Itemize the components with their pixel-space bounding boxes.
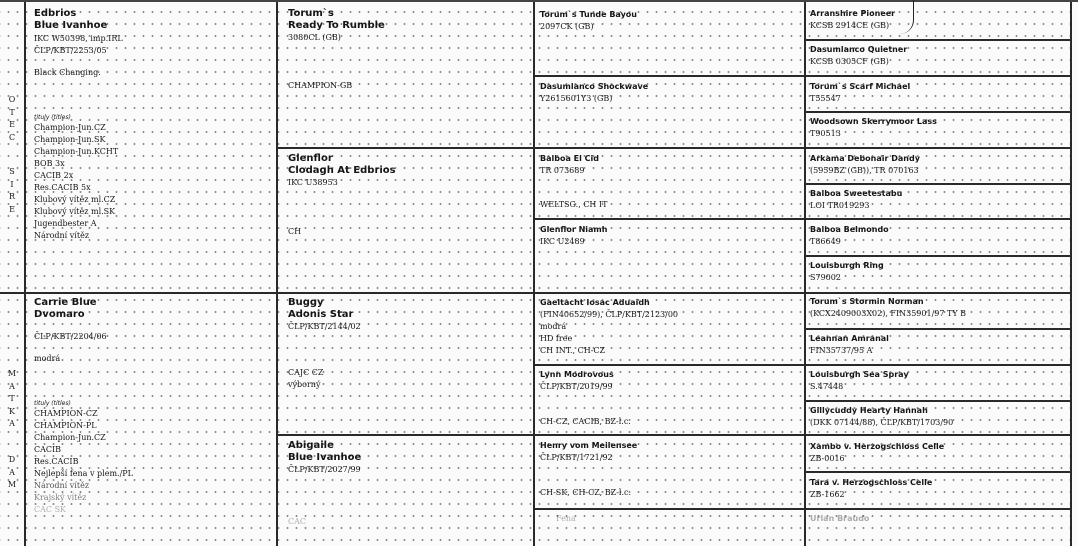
gen4-divider-3	[804, 183, 1072, 185]
gen4-name: Dasumlanco Quietner	[810, 45, 908, 54]
gen2-name-line1: Glenflor	[288, 153, 333, 164]
gen2-reg: ČLP/KBT/2144/02	[288, 322, 361, 331]
gen4-reg: T86649	[810, 237, 841, 246]
dam-title: Národní vítěz	[34, 481, 90, 490]
gen2-cell	[288, 440, 528, 528]
gen2-name-line1: Buggy	[288, 297, 324, 308]
gen3-divider-4	[533, 508, 1072, 510]
gen4-cell	[810, 441, 1068, 465]
sire-color: Black Changing.	[34, 68, 101, 77]
gen3-divider-3	[533, 364, 1072, 366]
sire-reg-1: IKC W50398, imp.IRL	[34, 34, 123, 43]
gen4-cell	[810, 153, 1068, 177]
gen4-reg: (DKK 07144/88), ČLP/KBT/1703/90	[810, 418, 954, 427]
gen4-divider-4	[804, 255, 1072, 257]
gen2-reg: 3080CL (GB)	[288, 33, 341, 42]
gen3-cell	[540, 81, 800, 105]
gen2-cell	[288, 153, 528, 238]
gen3-cell	[540, 369, 800, 428]
dam-title: Res.CACIB	[34, 457, 79, 466]
sire-name-line1: Edbrios	[34, 8, 77, 19]
column-divider-2	[533, 2, 535, 546]
sire-title: CACIB 2x	[34, 171, 74, 180]
gen2-reg: ČLP/KBT/2027/99	[288, 465, 361, 474]
gen3-reg: ČLP/KBT/1721/92	[540, 453, 613, 462]
gen2-name-line1: Abigaile	[288, 440, 334, 451]
top-border	[0, 0, 1078, 2]
gen4-divider-6	[804, 400, 1072, 402]
gen3-reg: 2097CK (GB)	[540, 22, 594, 31]
gen4-divider-7	[804, 471, 1072, 473]
gen3-reg: IKC U2489	[540, 237, 585, 246]
gen3-reg: TR 073689	[540, 166, 585, 175]
gen2-title: CAC	[288, 517, 307, 526]
side-label-sire: S I R E	[8, 167, 16, 214]
side-label-dam: D A M	[7, 455, 17, 489]
gen4-name: Urlan Braudo	[810, 514, 870, 523]
gen4-name: Louisburgh Sea Spray	[810, 370, 909, 379]
gen3-name: Balboa El Cid	[540, 154, 599, 163]
gen4-name: Balboa Sweetestabu	[810, 189, 903, 198]
gen4-cell	[810, 477, 1068, 501]
dam-color: modrá	[34, 354, 61, 363]
gen3-name: Glenflor Niamh	[540, 225, 608, 234]
gen4-cell	[810, 44, 1068, 68]
gen2-cell	[288, 8, 528, 92]
gen4-reg: (KCX2409003X02), FIN35901/97 TY B	[810, 309, 967, 318]
gen2-title: CH	[288, 227, 302, 236]
sire-reg-2: ČLP/KBT/2253/05	[34, 46, 107, 55]
gen3-extra: HD free	[540, 334, 573, 343]
gen4-name: Louisburgh Ring	[810, 261, 884, 270]
gen4-name: Balboa Belmondo	[810, 225, 889, 234]
gen4-cell	[810, 405, 1068, 429]
gen4-cell	[810, 188, 1068, 212]
dam-titles-heading: tituly (titles)	[34, 400, 71, 407]
dam-title: Krajský vítěz	[34, 493, 87, 502]
gen4-cell	[810, 8, 1068, 32]
gen4-reg: KCSB 2914CE (GB)	[810, 21, 890, 30]
gen2-name-line2: Adonis Star	[288, 309, 354, 320]
sire-title: BOB 3x	[34, 159, 65, 168]
sire-name-line2: Blue Ivanhoe	[34, 20, 108, 31]
dam-title: CHAMPION-CZ	[34, 409, 98, 418]
sire-title: Klubový vítěz ml.SK	[34, 207, 116, 216]
gen2-cell	[288, 297, 528, 391]
gen4-name: Arkama Debonair Dandy	[810, 154, 920, 163]
dam-title: CACIB	[34, 445, 62, 454]
gen4-cell	[810, 224, 1068, 248]
dam-title: CAC SK	[34, 505, 67, 514]
gen4-cell	[810, 260, 1068, 284]
gen4-name: Leannan Amranal	[810, 334, 889, 343]
gen4-reg: S.47448	[810, 382, 844, 391]
sire-title: Res.CACIB 5x	[34, 183, 91, 192]
gen4-cell	[810, 513, 1068, 525]
gen4-name: Torum`s Stormin Norman	[810, 297, 924, 306]
right-border	[1070, 2, 1072, 546]
gen4-name: Torum`s Scarf Michael	[810, 82, 911, 91]
gen4-divider-1	[804, 39, 1072, 41]
gen4-reg: T90513	[810, 129, 841, 138]
gen4-reg: T55547	[810, 94, 841, 103]
gen2-title-2: výborný	[288, 380, 321, 389]
gen4-reg: ZB-1662	[810, 490, 845, 499]
gen2-title: CHAMPION-GB	[288, 81, 353, 90]
gen4-cell	[810, 333, 1068, 357]
gen3-cell	[540, 153, 800, 211]
gen2-reg: IKC U38953	[288, 178, 338, 187]
gen3-name: Henry vom Meilensee	[540, 441, 638, 450]
sire-title: Klubový vítěz ml.CZ	[34, 195, 116, 204]
gen4-name: Gillycuddy Hearty Hannah	[810, 406, 928, 415]
gen4-cell	[810, 81, 1068, 105]
gen4-divider-2	[804, 111, 1072, 113]
gen3-reg: (FIN40652/99), ČLP/KBT/2123/00	[540, 310, 678, 319]
gen3-name: Fena	[556, 514, 576, 523]
sire-title: Národní vítěz	[34, 231, 90, 240]
gen3-divider-1	[533, 75, 1072, 77]
gen3-cell	[540, 9, 800, 33]
column-divider-1	[276, 2, 278, 546]
gen3-extra: modrá	[540, 322, 567, 331]
side-divider	[24, 2, 26, 546]
gen3-title: WELTSG., CH IT	[540, 200, 608, 209]
gen4-name: Arranshire Pioneer	[810, 9, 896, 18]
sire-dam-divider	[0, 292, 1072, 294]
side-label-otec: O T E C	[8, 95, 16, 142]
side-label-matka: M A T K A	[7, 369, 17, 428]
gen3-cell	[540, 297, 800, 357]
gen4-divider-5	[804, 328, 1072, 330]
gen3-title: CH-CZ, CACIB, BZ-l.c.	[540, 417, 631, 426]
dam-title: Nejlepší fena v plem./PL	[34, 469, 133, 478]
gen3-name: Dasumlanco Shockwave	[540, 82, 649, 91]
gen2-name-line1: Torum`s	[288, 8, 334, 19]
gen4-cell	[810, 296, 1068, 320]
gen4-reg: KCSB 0305CF (GB)	[810, 57, 889, 66]
dam-name-line2: Dvomaro	[34, 309, 85, 320]
gen3-title: CH-SK, CH-CZ, BZ-l.c.	[540, 488, 632, 497]
gen3-name: Lynn Modrovous	[540, 370, 614, 379]
dam-title: Champion-Jun.CZ	[34, 433, 106, 442]
dam-title: CHAMPION-PL	[34, 421, 97, 430]
gen4-cell	[810, 369, 1068, 393]
sire-cell	[34, 8, 272, 242]
sire-title: Jugendbester A	[34, 219, 97, 228]
gen3-extra: CH INT., CH-CZ	[540, 346, 606, 355]
gen3-cell	[540, 224, 800, 248]
gen3-reg: ČLP/KBT/2019/99	[540, 382, 613, 391]
gen3-divider-2	[533, 218, 1072, 220]
gen3-cell	[556, 513, 796, 525]
gen3-name: Gaeltacht Iosac Aduaidh	[540, 298, 650, 307]
gen2-name-line2: Ready To Rumble	[288, 20, 385, 31]
dam-name-line1: Carrie Blue	[34, 297, 97, 308]
gen4-reg: LOI TR019293	[810, 201, 870, 210]
gen4-reg: (5959BZ (GB)), TR 070163	[810, 166, 919, 175]
sire-title: Champion-Jun.SK	[34, 135, 106, 144]
gen4-name: Xambo v. Herzogschloss Celle	[810, 442, 945, 451]
column-divider-3	[804, 2, 806, 546]
dam-cell	[34, 297, 272, 516]
gen3-reg: Y2615601Y3 (GB)	[540, 94, 613, 103]
gen3-cell	[540, 440, 800, 499]
gen4-cell	[810, 116, 1068, 140]
gen2-divider-sire	[276, 147, 1072, 149]
sire-titles-heading: tituly (titles)	[34, 114, 71, 121]
gen4-reg: ZB-0016	[810, 454, 845, 463]
gen2-title: CAJC CZ	[288, 368, 324, 377]
gen2-name-line2: Clodagh At Edbrios	[288, 165, 396, 176]
sire-title: Champion-Jun.KCHT	[34, 147, 119, 156]
sire-title: Champion-Jun.CZ	[34, 123, 106, 132]
gen2-divider-dam	[276, 434, 1072, 436]
gen4-name: Tara v. Herzogschloss Celle	[810, 478, 933, 487]
gen4-name: Woodsown Skerrymoor Lass	[810, 117, 937, 126]
dam-reg: ČLP/KBT/2204/06	[34, 332, 107, 341]
gen4-reg: FIN35737/95 A	[810, 346, 873, 355]
gen3-name: Torum`s Tunde Bayou	[540, 10, 637, 19]
gen4-reg: S79002	[810, 273, 841, 282]
gen2-name-line2: Blue Ivanhoe	[288, 452, 362, 463]
